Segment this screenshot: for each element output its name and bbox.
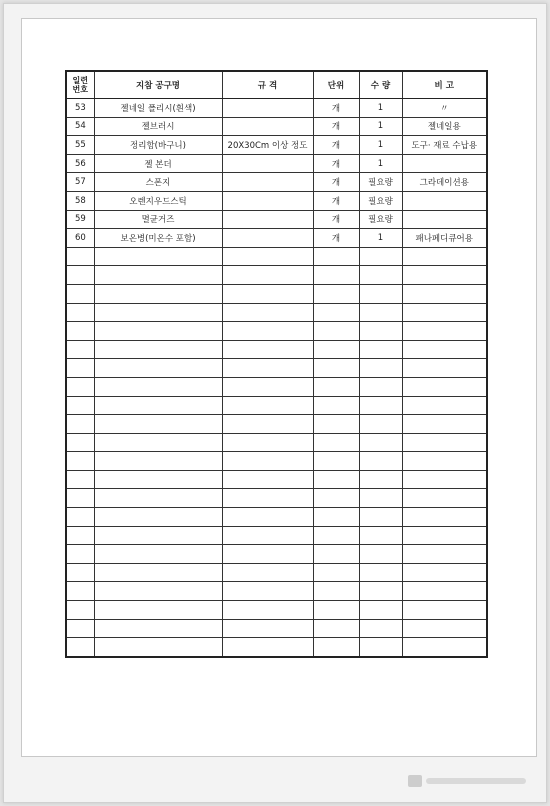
spec-cell [222,619,313,638]
spec-cell [222,396,313,415]
spec-cell [222,229,313,248]
serial-cell [66,340,94,359]
tool-name-cell: 젤 본더 [94,154,222,173]
empty-table-row [66,284,487,303]
tool-name-cell [94,303,222,322]
spec-cell [222,433,313,452]
tool-name-cell [94,340,222,359]
table-row [66,154,487,173]
tool-name-cell [94,489,222,508]
note-cell [402,191,487,210]
header-note: 비 고 [402,71,487,99]
tool-name-cell [94,582,222,601]
spec-cell: 20X30Cm 이상 정도 [222,136,313,155]
note-cell: 젤네일용 [402,117,487,136]
unit-cell [313,489,359,508]
spec-cell [222,377,313,396]
serial-cell: 55 [66,136,94,155]
empty-table-row [66,266,487,285]
header-unit: 단위 [313,71,359,99]
quantity-cell: 1 [359,136,402,155]
spec-cell [222,117,313,136]
spec-cell [222,191,313,210]
quantity-cell [359,303,402,322]
empty-table-row [66,303,487,322]
tool-name-cell [94,638,222,657]
serial-cell [66,526,94,545]
note-cell [402,601,487,620]
note-cell [402,322,487,341]
serial-cell [66,415,94,434]
note-cell [402,154,487,173]
spec-cell [222,582,313,601]
tool-name-cell [94,433,222,452]
tool-name-cell [94,322,222,341]
serial-cell [66,545,94,564]
tool-name-cell: 보온병(미온수 포함) [94,229,222,248]
unit-cell [313,266,359,285]
serial-cell [66,359,94,378]
table-row [66,99,487,118]
tool-name-cell [94,545,222,564]
empty-table-row [66,433,487,452]
spec-cell [222,99,313,118]
quantity-cell [359,601,402,620]
unit-cell: 개 [313,191,359,210]
serial-cell [66,266,94,285]
note-cell [402,303,487,322]
unit-cell: 개 [313,173,359,192]
quantity-cell [359,638,402,657]
header-spec: 규 격 [222,71,313,99]
tool-name-cell [94,470,222,489]
tool-name-cell: 젤네일 폴리시(흰색) [94,99,222,118]
table-row [66,136,487,155]
tool-name-cell [94,619,222,638]
table-row [66,173,487,192]
table-row [66,229,487,248]
unit-cell [313,508,359,527]
unit-cell: 개 [313,229,359,248]
empty-table-row [66,563,487,582]
empty-table-row [66,415,487,434]
unit-cell [313,619,359,638]
spec-cell [222,359,313,378]
spec-cell [222,526,313,545]
tool-name-cell [94,377,222,396]
note-cell [402,396,487,415]
serial-cell [66,247,94,266]
tool-name-cell: 젤브러시 [94,117,222,136]
unit-cell: 개 [313,136,359,155]
empty-table-row [66,377,487,396]
note-cell: 도구· 재료 수납용 [402,136,487,155]
serial-cell [66,452,94,471]
spec-cell [222,563,313,582]
note-cell [402,266,487,285]
unit-cell [313,563,359,582]
serial-cell [66,377,94,396]
unit-cell: 개 [313,99,359,118]
serial-cell [66,284,94,303]
empty-table-row [66,247,487,266]
note-cell [402,433,487,452]
spec-cell [222,303,313,322]
tool-name-cell [94,266,222,285]
quantity-cell [359,284,402,303]
unit-cell [313,359,359,378]
quantity-cell [359,433,402,452]
spec-cell [222,601,313,620]
note-cell [402,247,487,266]
serial-cell [66,601,94,620]
header-serial-number: 일련 번호 [66,71,94,99]
quantity-cell: 1 [359,154,402,173]
quantity-cell [359,266,402,285]
serial-cell: 54 [66,117,94,136]
note-cell [402,452,487,471]
empty-table-row [66,508,487,527]
tool-name-cell [94,526,222,545]
unit-cell [313,340,359,359]
spec-cell [222,545,313,564]
serial-cell [66,563,94,582]
serial-cell: 57 [66,173,94,192]
note-cell [402,638,487,657]
unit-cell [313,526,359,545]
table-row [66,117,487,136]
spec-cell [222,210,313,229]
note-cell [402,619,487,638]
empty-table-row [66,601,487,620]
serial-cell [66,638,94,657]
tool-name-cell: 멸균거즈 [94,210,222,229]
serial-cell: 58 [66,191,94,210]
empty-table-row [66,638,487,657]
tool-list-table [65,70,488,658]
quantity-cell [359,563,402,582]
unit-cell [313,545,359,564]
quantity-cell [359,359,402,378]
quantity-cell [359,247,402,266]
note-cell [402,377,487,396]
spec-cell [222,284,313,303]
serial-cell [66,582,94,601]
tool-name-cell: 오렌지우드스틱 [94,191,222,210]
note-cell: 패나페디큐어용 [402,229,487,248]
empty-table-row [66,470,487,489]
quantity-cell [359,377,402,396]
note-cell [402,508,487,527]
tool-name-cell [94,359,222,378]
empty-table-row [66,359,487,378]
table-row [66,191,487,210]
tool-name-cell [94,396,222,415]
empty-table-row [66,619,487,638]
note-cell: 〃 [402,99,487,118]
header-tool-name: 지참 공구명 [94,71,222,99]
tool-name-cell [94,563,222,582]
serial-cell [66,322,94,341]
serial-cell: 56 [66,154,94,173]
note-cell: 그라데이션용 [402,173,487,192]
quantity-cell: 1 [359,99,402,118]
spec-cell [222,508,313,527]
tool-name-cell: 스폰지 [94,173,222,192]
quantity-cell [359,526,402,545]
serial-cell [66,303,94,322]
note-cell [402,563,487,582]
quantity-cell: 필요량 [359,210,402,229]
watermark-logo [404,770,534,792]
empty-table-row [66,526,487,545]
header-quantity: 수 량 [359,71,402,99]
unit-cell [313,284,359,303]
spec-cell [222,638,313,657]
unit-cell [313,415,359,434]
tool-name-cell [94,452,222,471]
note-cell [402,526,487,545]
quantity-cell [359,508,402,527]
empty-table-row [66,396,487,415]
serial-cell: 59 [66,210,94,229]
tool-name-cell [94,508,222,527]
table-row [66,210,487,229]
quantity-cell: 필요량 [359,191,402,210]
unit-cell [313,303,359,322]
table-header-row [66,71,487,99]
note-cell [402,210,487,229]
unit-cell [313,601,359,620]
spec-cell [222,247,313,266]
quantity-cell [359,582,402,601]
spec-cell [222,340,313,359]
note-cell [402,489,487,508]
empty-table-row [66,582,487,601]
note-cell [402,340,487,359]
empty-table-row [66,340,487,359]
serial-cell [66,619,94,638]
quantity-cell: 필요량 [359,173,402,192]
unit-cell [313,638,359,657]
unit-cell [313,433,359,452]
spec-cell [222,489,313,508]
serial-cell [66,470,94,489]
serial-cell: 60 [66,229,94,248]
quantity-cell: 1 [359,117,402,136]
unit-cell [313,470,359,489]
spec-cell [222,322,313,341]
unit-cell [313,247,359,266]
serial-cell [66,508,94,527]
unit-cell [313,322,359,341]
note-cell [402,284,487,303]
spec-cell [222,266,313,285]
spec-cell [222,452,313,471]
tool-name-cell [94,284,222,303]
spec-cell [222,173,313,192]
spec-cell [222,154,313,173]
empty-table-row [66,322,487,341]
serial-cell [66,489,94,508]
serial-cell [66,396,94,415]
serial-cell: 53 [66,99,94,118]
unit-cell [313,452,359,471]
unit-cell [313,582,359,601]
tool-name-cell [94,247,222,266]
note-cell [402,359,487,378]
quantity-cell [359,545,402,564]
quantity-cell [359,452,402,471]
spec-cell [222,470,313,489]
quantity-cell [359,619,402,638]
unit-cell: 개 [313,210,359,229]
tool-name-cell [94,601,222,620]
quantity-cell [359,415,402,434]
quantity-cell [359,470,402,489]
empty-table-row [66,452,487,471]
unit-cell: 개 [313,154,359,173]
note-cell [402,415,487,434]
tool-name-cell: 정리함(바구니) [94,136,222,155]
quantity-cell [359,396,402,415]
quantity-cell [359,322,402,341]
note-cell [402,545,487,564]
note-cell [402,582,487,601]
unit-cell [313,396,359,415]
note-cell [402,470,487,489]
tool-name-cell [94,415,222,434]
quantity-cell [359,340,402,359]
empty-table-row [66,545,487,564]
quantity-cell: 1 [359,229,402,248]
unit-cell: 개 [313,117,359,136]
serial-cell [66,433,94,452]
quantity-cell [359,489,402,508]
unit-cell [313,377,359,396]
empty-table-row [66,489,487,508]
table-body [66,99,487,657]
spec-cell [222,415,313,434]
